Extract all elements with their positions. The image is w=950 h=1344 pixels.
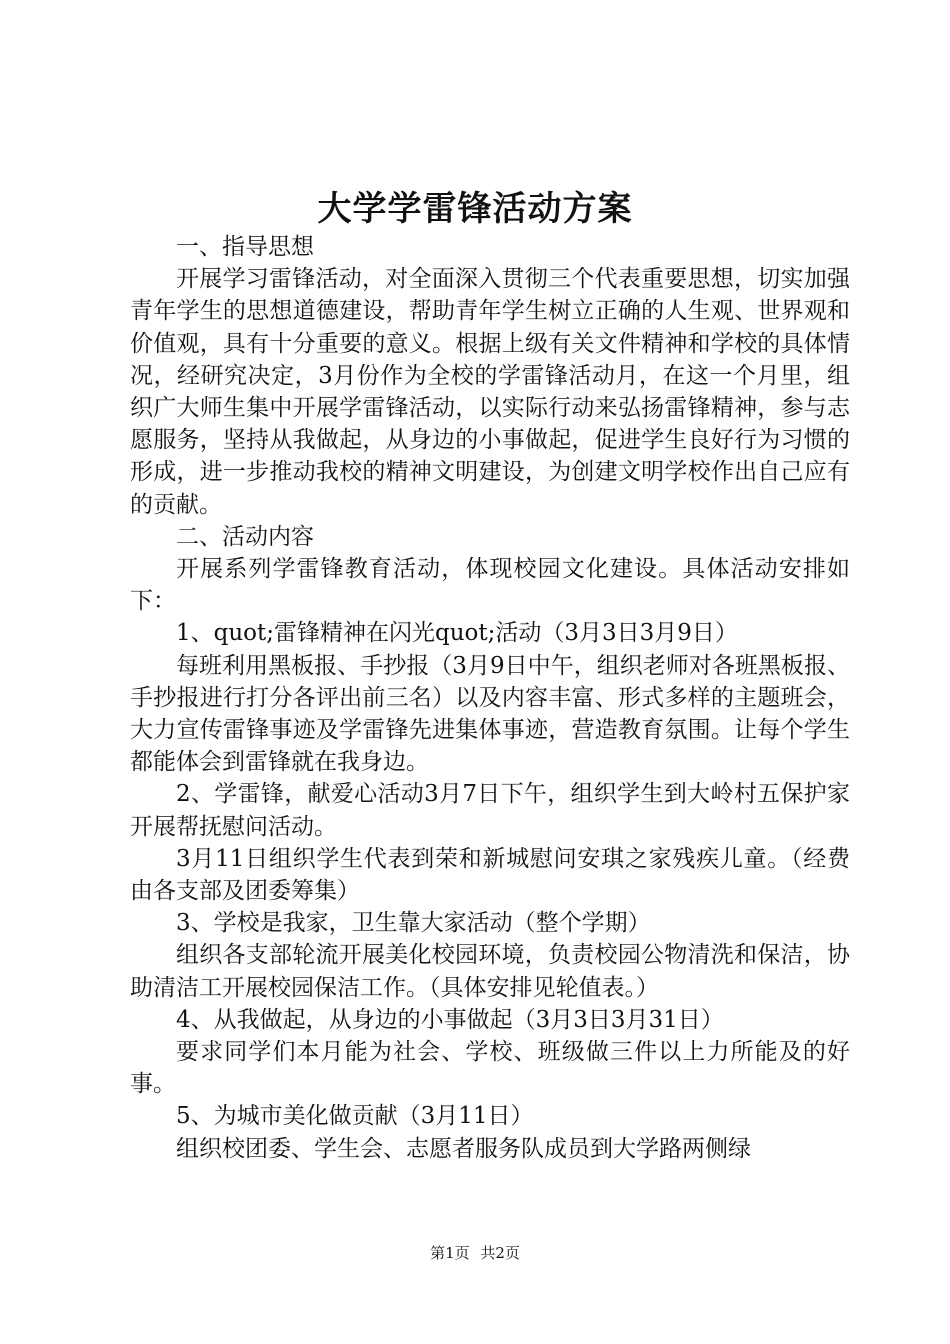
page-total: 共2页 <box>480 1244 520 1262</box>
list-item-heading: 5、为城市美化做贡献（3月11日） <box>176 1103 534 1130</box>
list-item-heading: 4、从我做起，从身边的小事做起（3月3日3月31日） <box>176 1006 724 1033</box>
paragraph: 要求同学们本月能为社会、学校、班级做三件以上力所能及的好事。 <box>130 1039 850 1098</box>
list-item-heading: 2、学雷锋，献爱心活动3月7日下午，组织学生到大岭村五保护家开展帮抚慰问活动。 <box>130 781 850 840</box>
paragraph: 每班利用黑板报、手抄报（3月9日中午，组织老师对各班黑板报、手抄报进行打分各评出前三名）以及内容丰富、形式多样的主题班会，大力宣传雷锋事迹及学雷锋先进集体事迹，营造教育氛围。让每个学生都能体会到雷锋就在我身边。 <box>130 652 850 776</box>
paragraph: 3月11日组织学生代表到荣和新城慰问安琪之家残疾儿童。（经费由各支部及团委筹集） <box>130 845 850 905</box>
list-item-heading: 3、学校是我家，卫生靠大家活动（整个学期） <box>176 910 651 937</box>
document-title: 大学学雷锋活动方案 <box>317 189 633 229</box>
paragraph: 组织各支部轮流开展美化校园环境，负责校园公物清洗和保洁，协助清洁工开展校园保洁工作。（具体安排见轮值表。） <box>130 942 850 1001</box>
paragraph: 组织校团委、学生会、志愿者服务队成员到大学路两侧绿 <box>176 1135 751 1162</box>
page-number: 第1页 <box>430 1244 470 1262</box>
list-item-heading: 1、quot;雷锋精神在闪光quot;活动（3月3日3月9日） <box>176 620 738 647</box>
document-body <box>130 231 850 1165</box>
page-footer <box>0 1243 950 1263</box>
paragraph: 开展系列学雷锋教育活动，体现校园文化建设。具体活动安排如下： <box>130 556 850 615</box>
section-heading: 一、指导思想 <box>176 234 314 260</box>
paragraph: 开展学习雷锋活动，对全面深入贯彻三个代表重要思想，切实加强青年学生的思想道德建设，帮助青年学生树立正确的人生观、世界观和价值观，具有十分重要的意义。根据上级有关文件精神和学校的具体情况，经研究决定，3月份作为全校的学雷锋活动月，在这一个月里，组织广大师生集中开展学雷锋活动，以实际行动来弘扬雷锋精神，参与志愿服务，坚持从我做起，从身边的小事做起，促进学生良好行为习惯的形成，进一步推动我校的精神文明建设，为创建文明学校作出自己应有的贡献。 <box>130 266 850 518</box>
section-heading: 二、活动内容 <box>176 523 314 550</box>
